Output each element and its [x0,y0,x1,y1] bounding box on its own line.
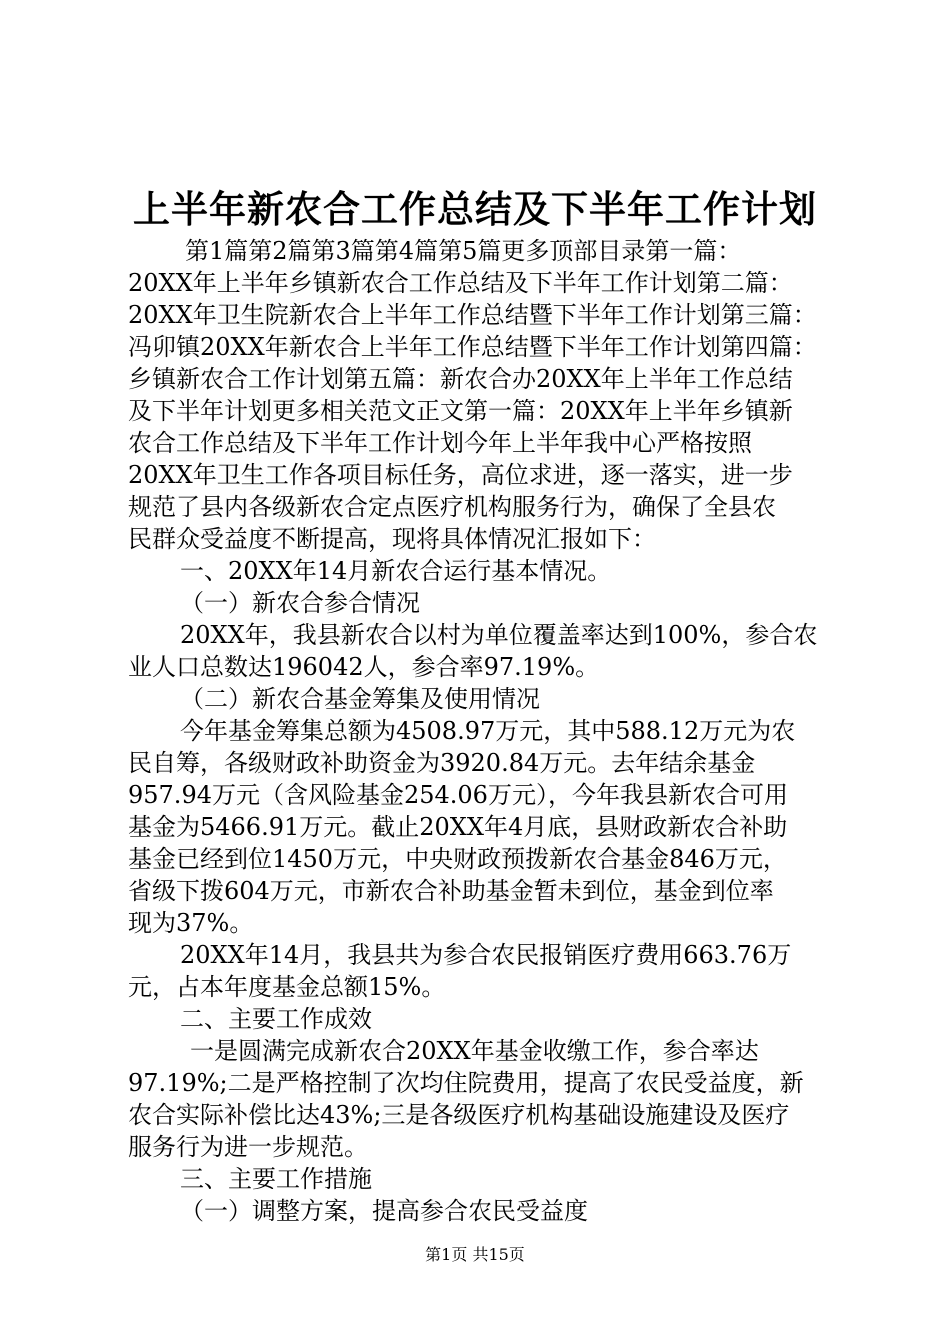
section-heading: 一、20XX年14月新农合运行基本情况。 [180,557,612,585]
page-footer: 第1页 共15页 [425,1245,525,1264]
page-title: 上半年新农合工作总结及下半年工作计划 [133,187,817,231]
body-line: 规范了县内各级新农合定点医疗机构服务行为，确保了全县农 [128,493,776,521]
subsection-heading: （一）新农合参合情况 [180,589,420,617]
section-heading: 二、主要工作成效 [180,1005,372,1033]
body-line: 20XX年上半年乡镇新农合工作总结及下半年工作计划第二篇： [128,269,793,297]
body-line: 今年基金筹集总额为4508.97万元，其中588.12万元为农 [180,717,796,745]
body-line: 20XX年14月，我县共为参合农民报销医疗费用663.76万 [180,941,792,969]
subsection-heading: （一）调整方案，提高参合农民受益度 [180,1197,588,1225]
body-line: 97.19%;二是严格控制了次均住院费用，提高了农民受益度，新 [128,1069,804,1097]
body-line: 民群众受益度不断提高，现将具体情况汇报如下： [128,525,656,553]
body-line: 服务行为进一步规范。 [128,1133,368,1161]
body-line: 农合工作总结及下半年工作计划今年上半年我中心严格按照 [128,429,752,457]
body-line: 冯卯镇20XX年新农合上半年工作总结暨下半年工作计划第四篇： [128,333,817,361]
body-line: 业人口总数达196042人，参合率97.19%。 [128,653,600,681]
body-line: 民自筹，各级财政补助资金为3920.84万元。去年结余基金 [128,749,756,777]
body-line: 乡镇新农合工作计划第五篇：新农合办20XX年上半年工作总结 [128,365,793,393]
subsection-heading: （二）新农合基金筹集及使用情况 [180,685,540,713]
body-line: 20XX年卫生院新农合上半年工作总结暨下半年工作计划第三篇： [128,301,817,329]
body-line: 及下半年计划更多相关范文正文第一篇：20XX年上半年乡镇新 [128,397,793,425]
body-line: 元，占本年度基金总额15%。 [128,973,446,1001]
body-line: 20XX年卫生工作各项目标任务，高位求进，逐一落实，进一步 [128,461,793,489]
body-line: 第1篇第2篇第3篇第4篇第5篇更多顶部目录第一篇： [185,237,742,265]
body-line: 957.94万元（含风险基金254.06万元），今年我县新农合可用 [128,781,788,809]
section-heading: 三、主要工作措施 [180,1165,372,1193]
body-line: 农合实际补偿比达43%;三是各级医疗机构基础设施建设及医疗 [128,1101,790,1129]
body-line: 现为37%。 [128,909,254,937]
body-line: 20XX年，我县新农合以村为单位覆盖率达到100%，参合农 [180,621,818,649]
body-line: 基金已经到位1450万元，中央财政预拨新农合基金846万元， [128,845,787,873]
body-line: 基金为5466.91万元。截止20XX年4月底，县财政新农合补助 [128,813,788,841]
body-line: 省级下拨604万元，市新农合补助基金暂未到位，基金到位率 [128,877,774,905]
body-line: 一是圆满完成新农合20XX年基金收缴工作，参合率达 [190,1037,759,1065]
